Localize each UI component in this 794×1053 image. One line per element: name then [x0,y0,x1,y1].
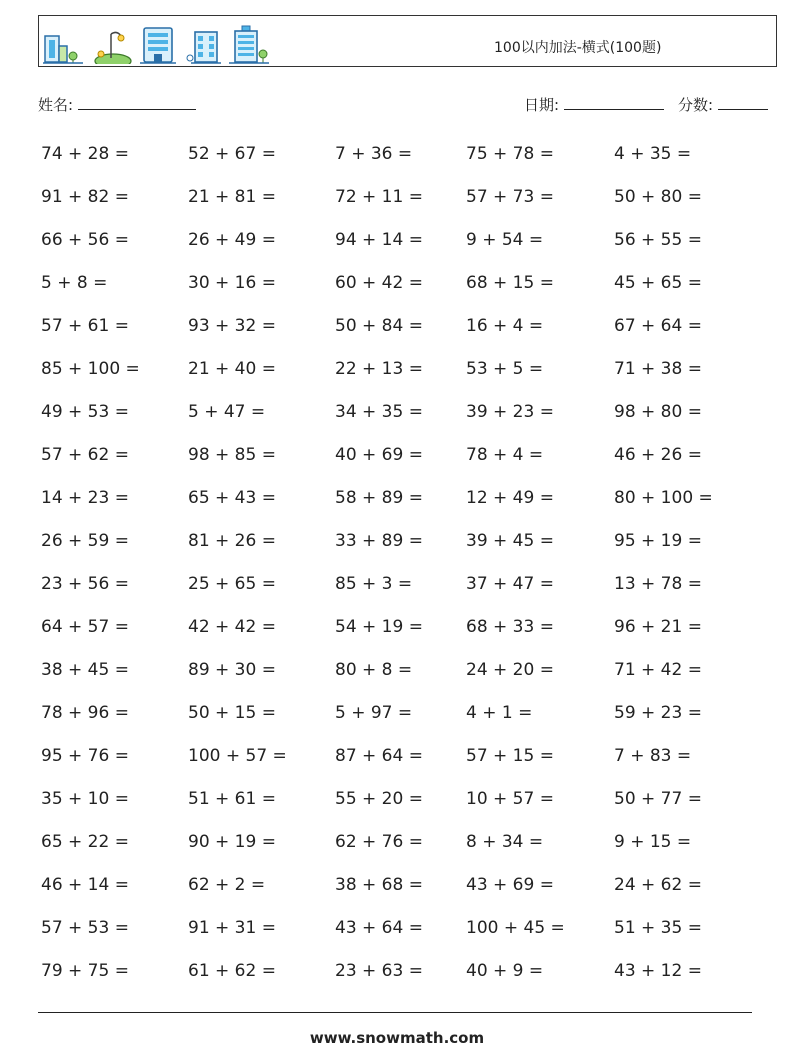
score-label: 分数: [678,96,714,114]
addition-problem: 5 + 47 = [188,402,266,422]
addition-problem: 94 + 14 = [335,230,423,250]
addition-problem: 66 + 56 = [41,230,129,250]
addition-problem: 57 + 73 = [466,187,554,207]
addition-problem: 52 + 67 = [188,144,276,164]
addition-problem: 79 + 75 = [41,961,129,981]
addition-problem: 85 + 100 = [41,359,140,379]
addition-problem: 100 + 45 = [466,918,565,938]
addition-problem: 46 + 26 = [614,445,702,465]
addition-problem: 50 + 84 = [335,316,423,336]
addition-problem: 57 + 62 = [41,445,129,465]
addition-problem: 45 + 65 = [614,273,702,293]
addition-problem: 43 + 69 = [466,875,554,895]
addition-problem: 53 + 5 = [466,359,544,379]
addition-problem: 50 + 15 = [188,703,276,723]
addition-problem: 56 + 55 = [614,230,702,250]
addition-problem: 39 + 45 = [466,531,554,551]
addition-problem: 50 + 77 = [614,789,702,809]
addition-problem: 71 + 42 = [614,660,702,680]
addition-problem: 30 + 16 = [188,273,276,293]
addition-problem: 67 + 64 = [614,316,702,336]
addition-problem: 23 + 63 = [335,961,423,981]
addition-problem: 7 + 83 = [614,746,692,766]
addition-problem: 51 + 35 = [614,918,702,938]
addition-problem: 43 + 64 = [335,918,423,938]
addition-problem: 40 + 69 = [335,445,423,465]
addition-problem: 80 + 100 = [614,488,713,508]
addition-problem: 13 + 78 = [614,574,702,594]
addition-problem: 90 + 19 = [188,832,276,852]
addition-problem: 96 + 21 = [614,617,702,637]
addition-problem: 24 + 20 = [466,660,554,680]
addition-problem: 87 + 64 = [335,746,423,766]
addition-problem: 21 + 81 = [188,187,276,207]
addition-problem: 14 + 23 = [41,488,129,508]
addition-problem: 9 + 54 = [466,230,544,250]
addition-problem: 25 + 65 = [188,574,276,594]
addition-problem: 60 + 42 = [335,273,423,293]
addition-problem: 78 + 4 = [466,445,544,465]
addition-problem: 71 + 38 = [614,359,702,379]
addition-problem: 4 + 1 = [466,703,533,723]
addition-problem: 58 + 89 = [335,488,423,508]
addition-problem: 57 + 15 = [466,746,554,766]
addition-problem: 98 + 85 = [188,445,276,465]
addition-problem: 91 + 82 = [41,187,129,207]
addition-problem: 65 + 43 = [188,488,276,508]
addition-problem: 54 + 19 = [335,617,423,637]
addition-problem: 55 + 20 = [335,789,423,809]
addition-problem: 98 + 80 = [614,402,702,422]
addition-problem: 89 + 30 = [188,660,276,680]
addition-problem: 16 + 4 = [466,316,544,336]
addition-problem: 26 + 59 = [41,531,129,551]
addition-problem: 62 + 2 = [188,875,266,895]
addition-problem: 68 + 15 = [466,273,554,293]
addition-problem: 65 + 22 = [41,832,129,852]
addition-problem: 50 + 80 = [614,187,702,207]
addition-problem: 43 + 12 = [614,961,702,981]
addition-problem: 5 + 97 = [335,703,413,723]
addition-problem: 57 + 61 = [41,316,129,336]
addition-problem: 100 + 57 = [188,746,287,766]
addition-problem: 4 + 35 = [614,144,692,164]
addition-problem: 5 + 8 = [41,273,108,293]
addition-problem: 85 + 3 = [335,574,413,594]
addition-problem: 78 + 96 = [41,703,129,723]
addition-problem: 59 + 23 = [614,703,702,723]
addition-problem: 46 + 14 = [41,875,129,895]
addition-problem: 34 + 35 = [335,402,423,422]
addition-problem: 68 + 33 = [466,617,554,637]
addition-problem: 81 + 26 = [188,531,276,551]
addition-problem: 37 + 47 = [466,574,554,594]
addition-problem: 39 + 23 = [466,402,554,422]
addition-problem: 7 + 36 = [335,144,413,164]
addition-problem: 74 + 28 = [41,144,129,164]
footer-divider [38,1012,752,1013]
addition-problem: 62 + 76 = [335,832,423,852]
addition-problem: 51 + 61 = [188,789,276,809]
addition-problem: 9 + 15 = [614,832,692,852]
addition-problem: 38 + 68 = [335,875,423,895]
addition-problem: 33 + 89 = [335,531,423,551]
addition-problem: 95 + 19 = [614,531,702,551]
addition-problem: 49 + 53 = [41,402,129,422]
addition-problem: 8 + 34 = [466,832,544,852]
footer-website: www.snowmath.com [309,1029,485,1047]
name-label: 姓名: [38,96,74,114]
date-label: 日期: [524,96,560,114]
addition-problem: 61 + 62 = [188,961,276,981]
addition-problem: 12 + 49 = [466,488,554,508]
addition-problem: 35 + 10 = [41,789,129,809]
addition-problem: 80 + 8 = [335,660,413,680]
addition-problem: 64 + 57 = [41,617,129,637]
addition-problem: 72 + 11 = [335,187,423,207]
addition-problem: 26 + 49 = [188,230,276,250]
addition-problem: 10 + 57 = [466,789,554,809]
addition-problem: 23 + 56 = [41,574,129,594]
worksheet-title: 100以内加法-横式(100题) [494,40,662,56]
addition-problem: 95 + 76 = [41,746,129,766]
addition-problem: 21 + 40 = [188,359,276,379]
addition-problem: 42 + 42 = [188,617,276,637]
addition-problem: 38 + 45 = [41,660,129,680]
addition-problem: 75 + 78 = [466,144,554,164]
addition-problem: 93 + 32 = [188,316,276,336]
addition-problem: 22 + 13 = [335,359,423,379]
addition-problem: 57 + 53 = [41,918,129,938]
addition-problem: 24 + 62 = [614,875,702,895]
addition-problem: 91 + 31 = [188,918,276,938]
addition-problem: 40 + 9 = [466,961,544,981]
